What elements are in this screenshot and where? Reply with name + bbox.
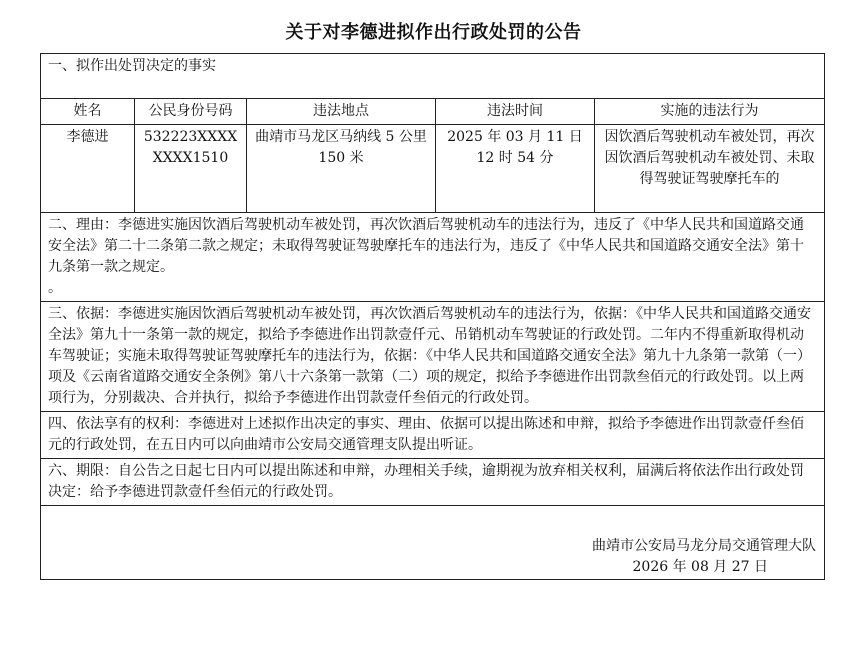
header-name: 姓名 (41, 99, 135, 125)
section3-text: 三、依据：李德进实施因饮酒后驾驶机动车被处罚，再次饮酒后驾驶机动车的违法行为，依据：《中华人民共和国道路交通安全法》第九十一条第一款的规定，拟给予李德进作出罚款壹仟元、吊销机动车驾驶证的行政处罚。二年内不得重新取得机动车驾驶证；实施未取得驾驶证驾驶摩托车的违法行为，依据：《中华人民共和国道路交通安全法》第九十九条第一款第（一）项及《云南省道路交通安全条例》第八十六条第一款第（二）项的规定，拟给予李德进作出罚款叁佰元的行政处罚。以上两项行为，分别裁决、合并执行，拟给予李德进作出罚款壹仟叁佰元的行政处罚。 (41, 302, 825, 412)
header-violation: 实施的违法行为 (595, 99, 825, 125)
cell-location: 曲靖市马龙区马纳线 5 公里 150 米 (247, 125, 436, 213)
section2-row (41, 213, 825, 302)
section6-text: 六、期限：自公告之日起七日内可以提出陈述和申辩，办理相关手续，逾期视为放弃相关权利，届满后将依法作出行政处罚决定：给予李德进罚款壹仟叁佰元的行政处罚。 (41, 459, 825, 506)
table-header-row (41, 99, 825, 125)
cell-time: 2025 年 03 月 11 日 12 时 54 分 (436, 125, 595, 213)
section3-row (41, 302, 825, 412)
document-title: 关于对李德进拟作出行政处罚的公告 (285, 22, 582, 43)
section4-text: 四、依法享有的权利：李德进对上述拟作出决定的事实、理由、依据可以提出陈述和申辩，拟给予李德进作出罚款壹仟叁佰元的行政处罚，在五日内可以向曲靖市公安局交通管理支队提出听证。 (41, 412, 825, 459)
announcement-table (40, 53, 825, 580)
cell-name: 李德进 (41, 125, 135, 213)
signature-date: 2026 年 08 月 27 日 (632, 559, 769, 575)
section2-text: 二、理由：李德进实施因饮酒后驾驶机动车被处罚，再次饮酒后驾驶机动车的违法行为，违反了《中华人民共和国道路交通安全法》第二十二条第二款之规定；未取得驾驶证驾驶摩托车的违法行为，违反了《中华人民共和国道路交通安全法》第十九条第一款之规定。 (48, 217, 804, 275)
cell-violation: 因饮酒后驾驶机动车被处罚，再次因饮酒后驾驶机动车被处罚、未取得驾驶证驾驶摩托车的 (595, 125, 825, 213)
section1-heading: 一、拟作出处罚决定的事实 (41, 54, 825, 99)
header-id-number: 公民身份号码 (135, 99, 247, 125)
section6-row (41, 459, 825, 506)
section2-extra: 。 (48, 280, 62, 296)
header-location: 违法地点 (247, 99, 436, 125)
section2-cell (41, 213, 825, 302)
cell-id-number: 532223XXXXXXXX1510 (135, 125, 247, 213)
section1-row (41, 54, 825, 99)
section4-row (41, 412, 825, 459)
header-time: 违法时间 (436, 99, 595, 125)
signature-org: 曲靖市公安局马龙分局交通管理大队 (592, 538, 817, 554)
table-row (41, 125, 825, 213)
signature-row (41, 506, 825, 580)
signature-cell (41, 506, 825, 580)
